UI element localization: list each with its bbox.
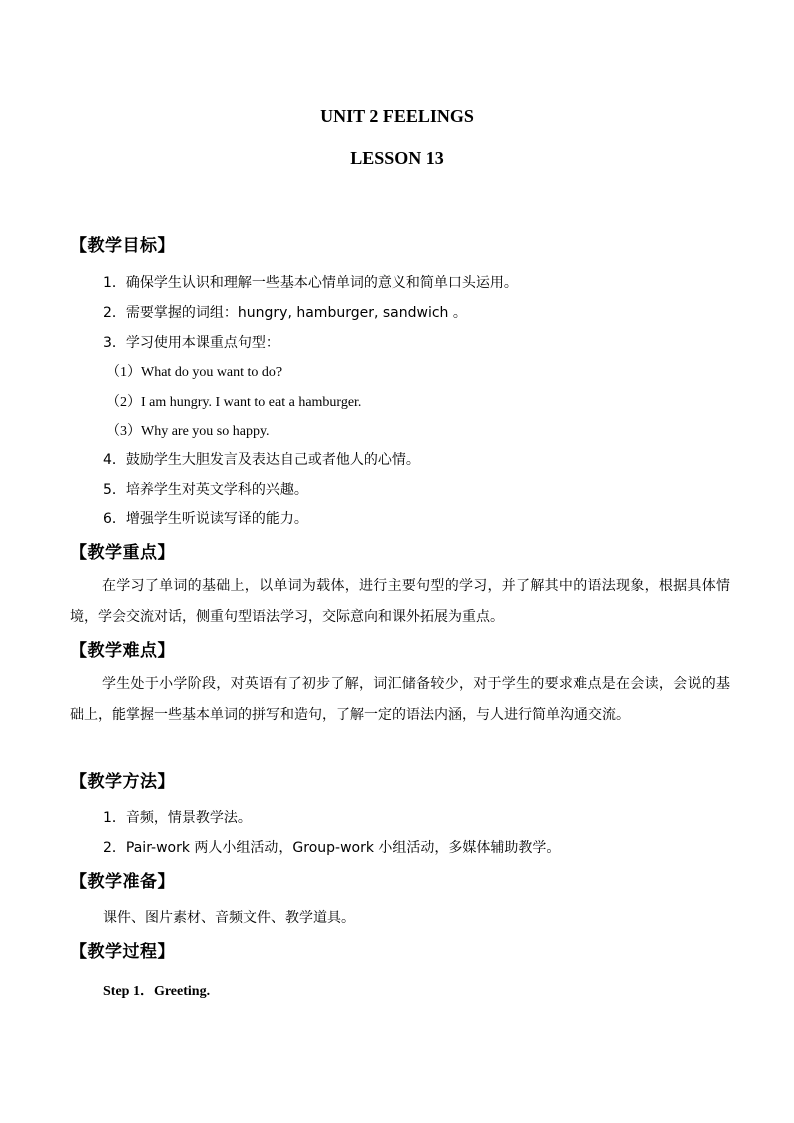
objective-subitem-2: （2）I am hungry. I want to eat a hamburger.	[106, 395, 362, 410]
objective-item-5: 5．培养学生对英文学科的兴趣。	[103, 482, 308, 498]
unit-title: UNIT 2 FEELINGS	[320, 106, 474, 126]
objective-item-2: 2．需要掌握的词组：hungry, hamburger, sandwich 。	[103, 305, 467, 321]
objectives-heading: 【教学目标】	[70, 236, 175, 256]
objective-item-6: 6．增强学生听说读写译的能力。	[103, 511, 308, 527]
objective-subitem-1: （1）What do you want to do?	[106, 365, 283, 380]
key-points-heading: 【教学重点】	[70, 543, 175, 563]
difficulties-text: 学生处于小学阶段，对英语有了初步了解，词汇储备较少，对于学生的要求难点是在会读，会说的基础上，能掌握一些基本单词的拼写和造句，了解一定的语法内涵，与人进行简单沟通交流。	[70, 676, 730, 723]
objective-item-1: 1．确保学生认识和理解一些基本心情单词的意义和简单口头运用。	[103, 275, 518, 291]
step-1-greeting: Step 1．Greeting.	[103, 984, 211, 999]
preparation-heading: 【教学准备】	[70, 872, 175, 892]
objective-item-3: 3．学习使用本课重点句型：	[103, 335, 280, 351]
method-item-1: 1．音频，情景教学法。	[103, 810, 252, 826]
process-heading: 【教学过程】	[70, 942, 175, 962]
objective-item-4: 4．鼓励学生大胆发言及表达自己或者他人的心情。	[103, 452, 420, 468]
difficulties-heading: 【教学难点】	[70, 641, 175, 661]
preparation-text: 课件、图片素材、音频文件、教学道具。	[103, 910, 355, 926]
method-item-2: 2．Pair-work 两人小组活动，Group-work 小组活动，多媒体辅助教学。	[103, 840, 561, 856]
key-points-text: 在学习了单词的基础上，以单词为载体，进行主要句型的学习，并了解其中的语法现象，根据具体情境，学会交流对话，侧重句型语法学习，交际意向和课外拓展为重点。	[70, 578, 730, 625]
methods-heading: 【教学方法】	[70, 772, 175, 792]
objective-subitem-3: （3）Why are you so happy.	[106, 424, 270, 439]
lesson-title: LESSON 13	[350, 148, 444, 168]
